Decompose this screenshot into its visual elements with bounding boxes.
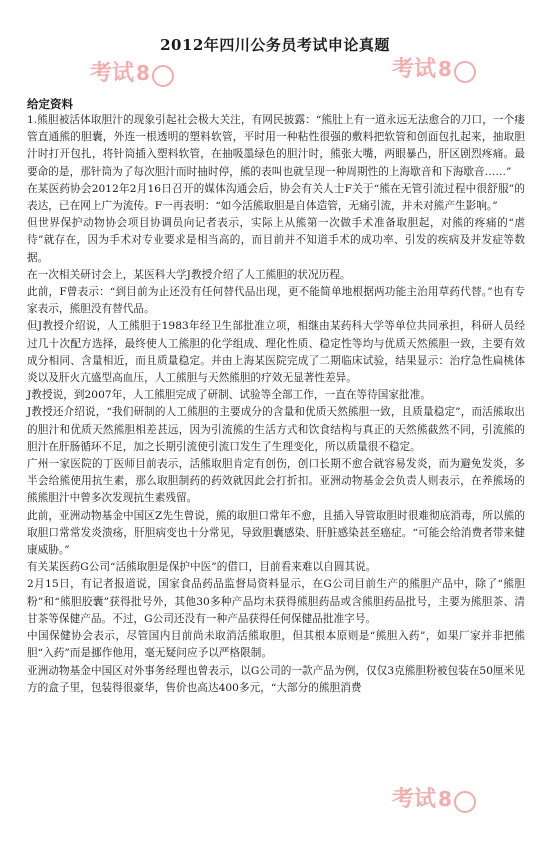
section-heading: 给定资料	[27, 97, 73, 111]
page-title: 2012年四川公务员考试申论真题	[160, 36, 390, 54]
paragraph: 1.熊胆被活体取胆汁的现象引起社会极大关注，有网民披露：“熊肚上有一道永远无法愈合的刀口，一个瘘管直通熊的胆囊，外连一根透明的塑料软管，平时用一种粘性很强的敷料把软管和创面包扎起来，抽取胆汁时打开包扎，将针筒插入塑料软管，在抽吸墨绿色的胆汁时，熊张大嘴，两眼暴凸，肝区剧烈疼痛。最要命的是，那针筒为了每次胆汁而时抽时停，熊的表叫也就呈现一种周期性的上海歇音和下海歇音……”	[27, 114, 525, 178]
watermark-circle-icon	[152, 65, 174, 87]
paragraph: 此前，F曾表示：“到目前为止还没有任何替代品出现，更不能简单地根据两功能主治用草药代替。”也有专家表示，熊胆没有替代品。	[27, 286, 525, 316]
paragraph: 2月15日，有记者报道说，国家食品药品监督局资料显示，在G公司目前生产的熊胆产品中，除了“熊胆粉”和“熊胆胶囊”获得批号外，其他30多种产品均未获得熊胆药品或含熊胆药品批号，主要为熊胆茶、清甘茶等保健产品。不过，G公司还没有一种产品获得任何保健品批准字号。	[27, 578, 525, 625]
watermark-logo: 考试 8	[90, 56, 174, 87]
paragraph: 亚洲动物基金中国区对外事务经理也曾表示，以G公司的一款产品为例，仅仅3克熊胆粉被包装在50厘米见方的盒子里，包装得很豪华，售价也高达400多元，“大部分的熊胆消费	[27, 664, 525, 694]
document-body	[27, 112, 525, 697]
watermark-logo: 考试 8	[392, 782, 476, 813]
paragraph: J教授说，到2007年，人工熊胆完成了研制、试验等全部工作，一直在等待国家批准。	[27, 389, 431, 402]
paragraph: 此前，亚洲动物基金中国区Z先生曾说，熊的取胆口常年不愈，且插入导管取胆时很难彻底消毒，所以熊的取胆口常常发炎溃疡，肝胆病变也十分常见，导致胆囊感染、肝脏感染甚至癌症。“可能会给消费者带来健康威胁。”	[27, 509, 525, 557]
paragraph: 广州一家医院的丁医师目前表示，活熊取胆肯定有创伤，创口长期不愈合就容易发炎，而为避免发炎，多半会给熊使用抗生素，那么取胆制药的药效就因此会打折扣。亚洲动物基金会负责人则表示，在养熊场的熊熊胆汁中曾多次发现抗生素残留。	[27, 458, 525, 505]
watermark-logo: 考试 8	[392, 52, 476, 83]
paragraph: 中国保健协会表示，尽管国内目前尚未取消活熊取胆，但其根本原则是“熊胆入药”，如果厂家并非把熊胆“入药”而是挪作他用，毫无疑问应予以严格限制。	[27, 630, 525, 660]
watermark-circle-icon	[454, 791, 476, 813]
paragraph: J教授还介绍说，“我们研制的人工熊胆的主要成分的含量和优质天然熊胆一致，且质量稳定”，而活熊取出的胆汁和优质天然熊胆相差甚远，因为引流熊的生活方式和饮食结构与真正的天然熊截然不同，引流熊的胆汁在肝肠循环不足，加之长期引流使引流口发生了生理变化，所以质量很不稳定。	[27, 406, 525, 453]
paragraph: 在一次相关研讨会上，某医科大学J教授介绍了人工熊胆的状况历程。	[27, 268, 351, 281]
watermark-circle-icon	[454, 61, 476, 83]
paragraph: 但世界保护动物协会项目协调员向记者表示，实际上从熊第一次做手术准备取胆起，对熊的疼痛的“虐待”就存在，因为手术对专业要求是相当高的，而目前并不知道手术的成功率、引发的疾病及并发症等数据。	[27, 217, 525, 264]
paragraph: 在某医药协会2012年2月16日召开的媒体沟通会后，协会有关人士F关于“熊在无管引流过程中很舒服”的表达，已在网上广为流传。F一再表明：“如今活熊取胆是自体造管，无痛引流，并未对熊产生影响。”	[27, 182, 525, 213]
paragraph: 有关某医药G公司“活熊取胆是保护中医”的借口，目前看来难以自圆其说。	[27, 561, 377, 574]
paragraph: 但J教授介绍说，人工熊胆于1983年经卫生部批准立项，相继由某药科大学等单位共同承担，科研人员经过几十次配方选择，最终使人工熊胆的化学组成、理化性质、稳定性等均与优质天然熊胆一致，主要有效成分相同、含量相近，而且质量稳定。并由上海某医院完成了二期临床试验，结果显示：治疗急性扁桃体炎以及肝火亢盛型高血压，人工熊胆与天然熊胆的疗效无显著性差异。	[27, 320, 525, 385]
